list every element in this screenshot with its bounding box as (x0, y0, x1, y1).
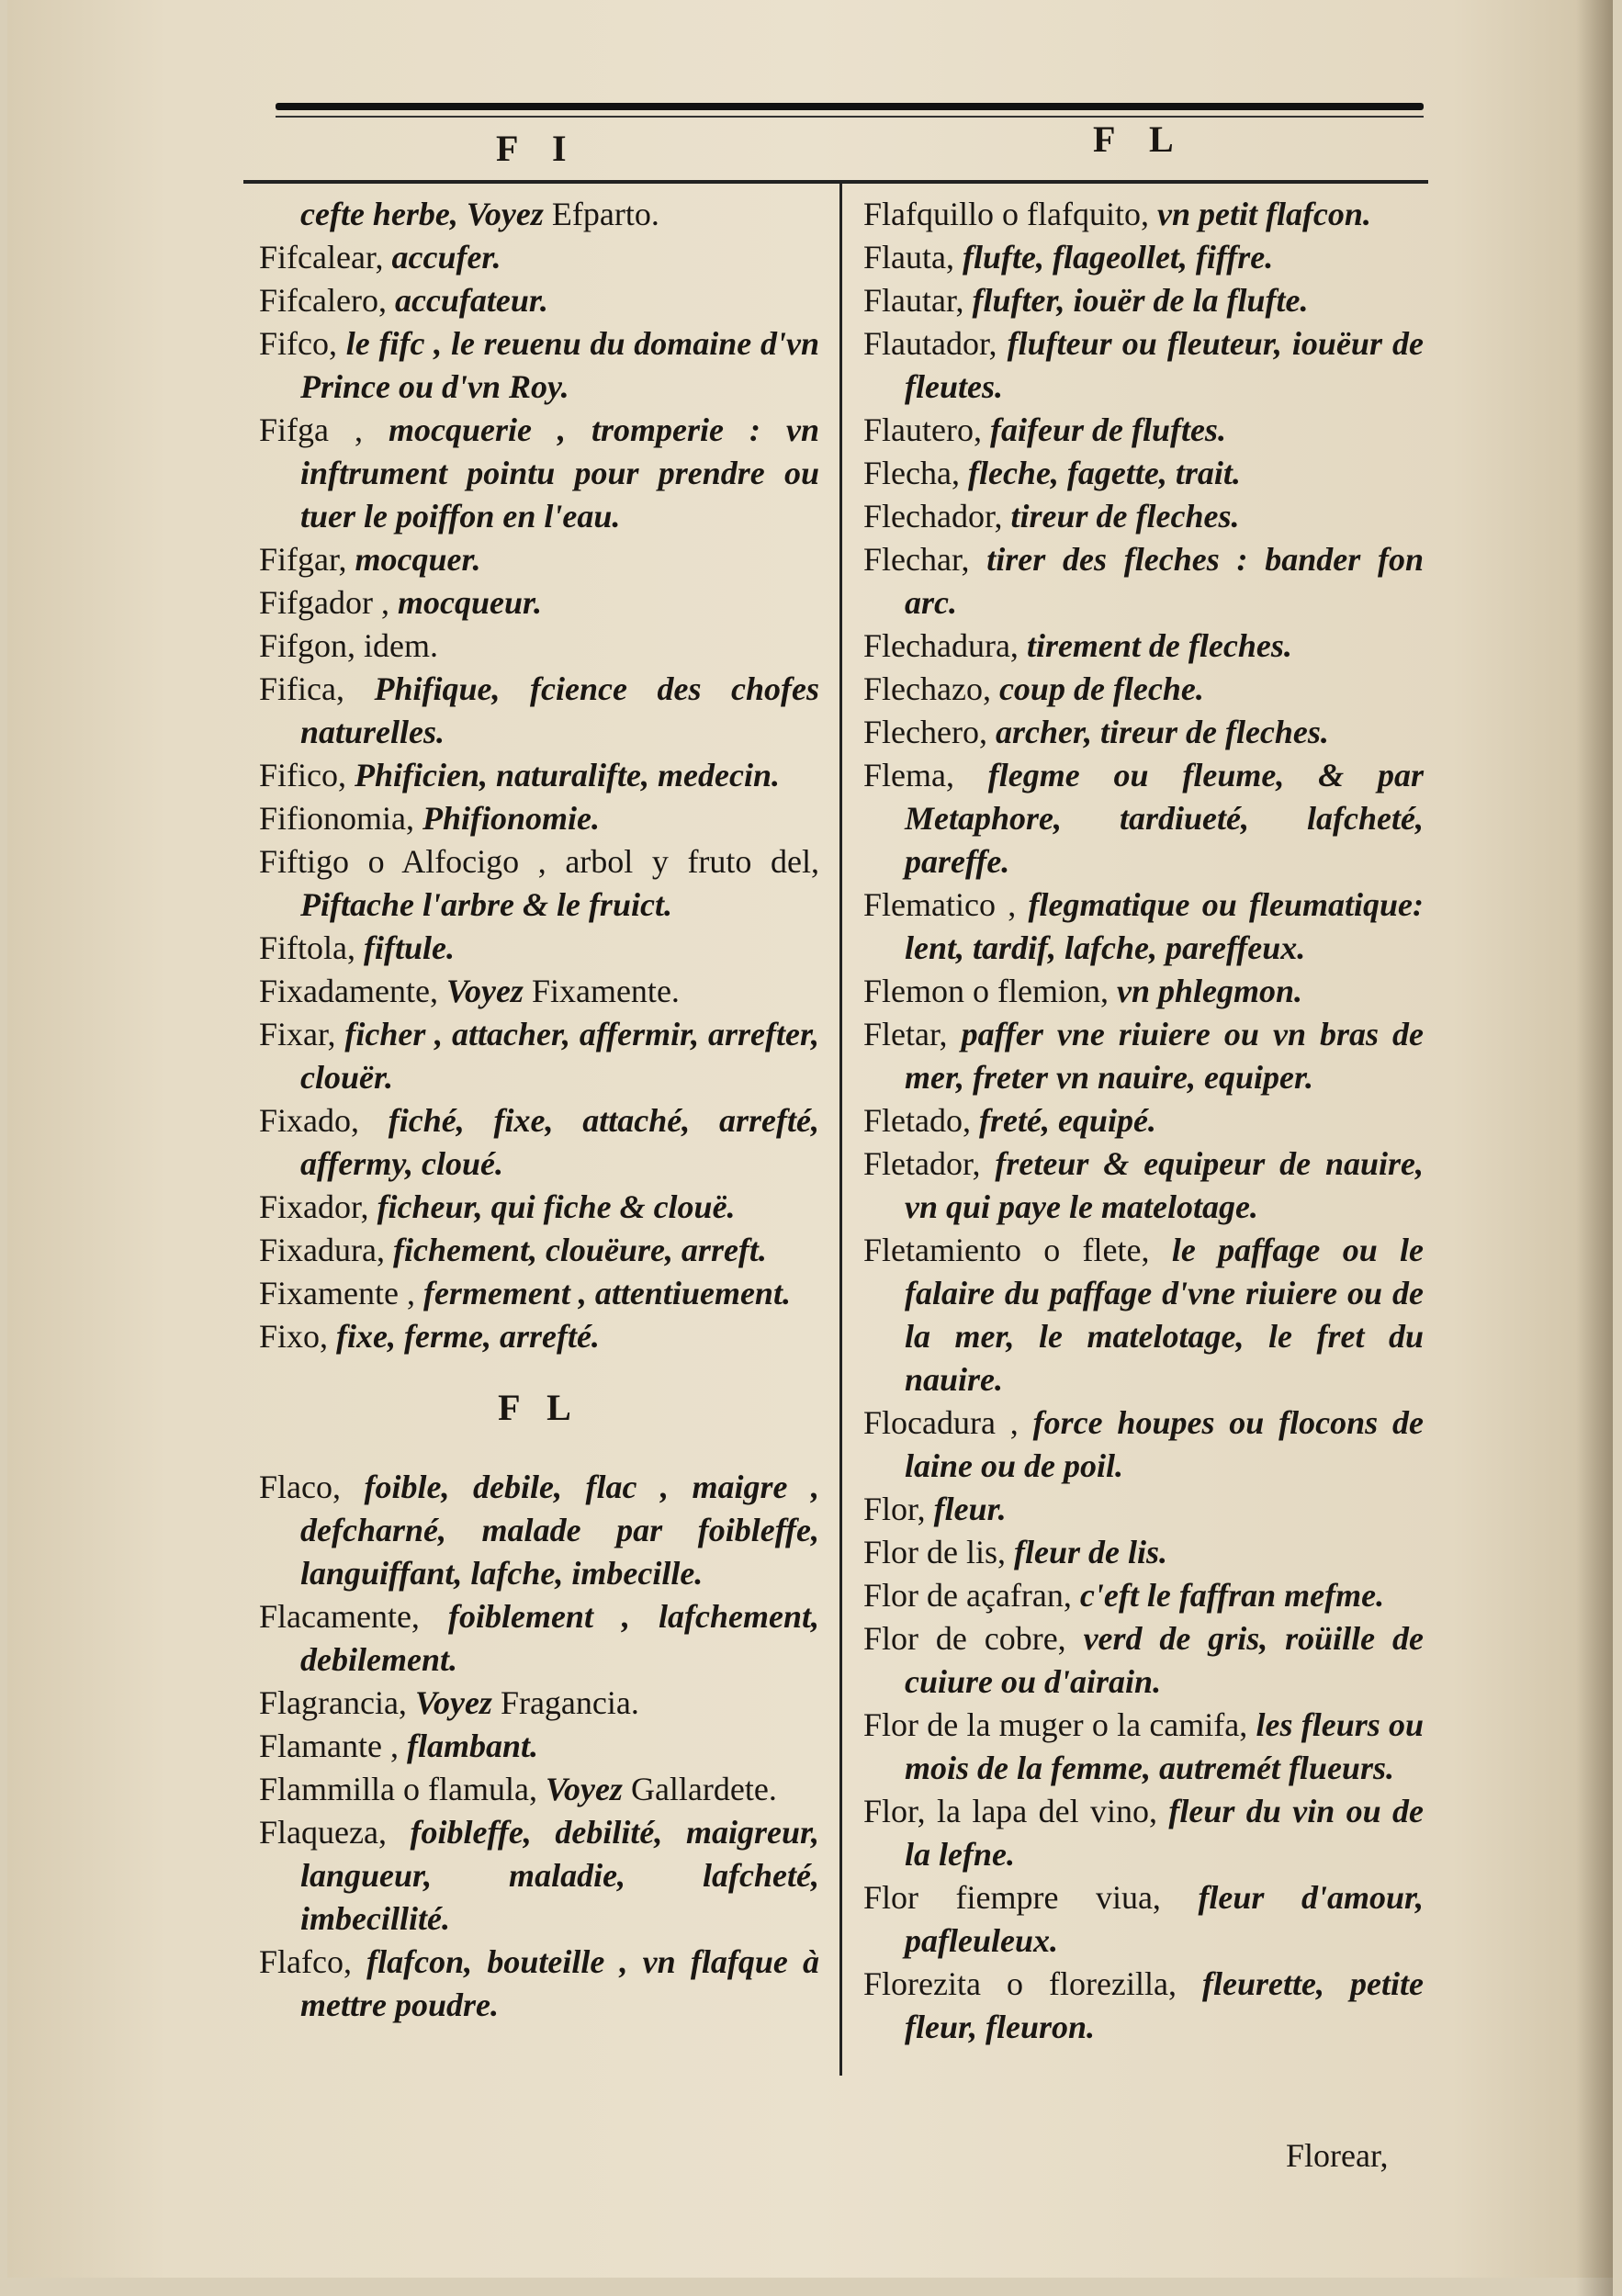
entry-definition: Phificien, naturalifte, medecin. (355, 757, 780, 793)
entry-definition: le paffage ou le falaire du paffage d'vne riuiere ou de la mer, le matelotage, le fret du nauire. (905, 1232, 1424, 1398)
dictionary-entry (863, 711, 1424, 754)
right-column (863, 193, 1424, 2049)
entry-definition: Voyez (445, 973, 524, 1009)
entry-headword: Flautero, (863, 411, 990, 448)
dictionary-entry (863, 1876, 1424, 1963)
entry-definition: c'eft le faffran mefme. (1079, 1577, 1385, 1614)
entry-headword: Fletador, (863, 1145, 996, 1182)
entry-headword: Fifgar, (259, 541, 355, 578)
entry-headword: Flor de açafran, (863, 1577, 1080, 1614)
entry-definition: fleurette, petite fleur, fleuron. (905, 1965, 1424, 2045)
section-heading: F L (498, 1387, 580, 1428)
dictionary-entry (259, 970, 819, 1013)
entry-headword: Fifcalear, (259, 239, 392, 276)
entry-definition: Voyez (545, 1771, 623, 1807)
entry-headword: Flaco, (259, 1469, 365, 1505)
dictionary-entry (863, 754, 1424, 884)
entry-crossref: Gallardete. (622, 1771, 777, 1807)
entry-headword: Flemon o flemion, (863, 973, 1117, 1009)
dictionary-entry (259, 668, 819, 754)
dictionary-entry (259, 840, 819, 927)
dictionary-entry (259, 1595, 819, 1682)
dictionary-entry (863, 538, 1424, 625)
entry-definition: fleur de lis. (1014, 1534, 1168, 1570)
entry-definition: Piftache l'arbre & le fruict. (300, 886, 672, 923)
entry-headword: Fixador, (259, 1188, 377, 1225)
dictionary-entry (259, 1941, 819, 2027)
entry-definition: flufte, flageollet, fiffre. (962, 239, 1274, 276)
dictionary-entry (259, 193, 819, 236)
dictionary-entry (863, 1013, 1424, 1099)
entry-headword: Florezita o florezilla, (863, 1965, 1203, 2002)
entry-definition: ficher , attacher, affermir, arrefter, clouër. (300, 1016, 819, 1096)
dictionary-entry (259, 625, 819, 668)
dictionary-entry (259, 538, 819, 581)
entry-definition: Voyez (414, 1684, 492, 1721)
entry-definition: flambant. (406, 1728, 538, 1764)
dictionary-entry (863, 279, 1424, 322)
entry-headword: Flechazo, (863, 670, 999, 707)
entry-headword: Flecha, (863, 455, 968, 491)
dictionary-entry (259, 797, 819, 840)
entry-headword: Flechar, (863, 541, 987, 578)
dictionary-entry (863, 970, 1424, 1013)
entry-headword: Flacamente, (259, 1598, 448, 1635)
dictionary-entry (863, 1142, 1424, 1229)
entry-definition: fixe, ferme, arrefté. (336, 1318, 600, 1355)
entry-definition: flegme ou fleume, & par Metaphore, tardiueté, lafcheté, pareffe. (905, 757, 1424, 880)
right-entries (863, 193, 1424, 2049)
entry-headword: Fifgon, idem. (259, 627, 438, 664)
entry-headword: Flor, (863, 1491, 934, 1527)
entry-definition: fleche, fagette, trait. (967, 455, 1241, 491)
dictionary-entry (259, 1315, 819, 1358)
entry-crossref: Efparto. (543, 196, 659, 232)
catchword: Florear, (1286, 2137, 1389, 2174)
entry-headword: Flagrancia, (259, 1684, 415, 1721)
dictionary-entry (863, 1574, 1424, 1617)
entry-headword: Fifico, (259, 757, 355, 793)
page-binding-shadow (1576, 0, 1613, 2296)
entry-headword: Fifco, (259, 325, 346, 362)
entry-definition: coup de fleche. (998, 670, 1204, 707)
entry-definition: les fleurs ou mois de la femme, autremét flueurs. (905, 1706, 1424, 1786)
entry-headword: Flautar, (863, 282, 973, 319)
entry-definition: foible, debile, flac , maigre , defcharné, malade par foibleffe, languiffant, lafche, imbecille. (300, 1469, 819, 1592)
entry-definition: flegmatique ou fleumatique: lent, tardif, lafche, pareffeux. (905, 886, 1425, 966)
dictionary-entry (259, 1466, 819, 1595)
entry-definition: paffer vne riuiere ou vn bras de mer, freter vn nauire, equiper. (905, 1016, 1424, 1096)
entry-definition: flufteur ou fleuteur, iouëur de fleutes. (905, 325, 1425, 405)
entry-headword: Flafco, (259, 1943, 367, 1980)
column-divider (839, 184, 842, 2076)
dictionary-entry (259, 1186, 819, 1229)
entry-headword: Flor de la muger o la camifa, (863, 1706, 1256, 1743)
heading-underline (243, 180, 1428, 184)
entry-definition: cefte herbe, Voyez (300, 196, 544, 232)
entry-headword: Fixado, (259, 1102, 389, 1139)
entry-definition: foiblement , lafchement, debilement. (300, 1598, 819, 1678)
dictionary-entry (259, 1272, 819, 1315)
entry-definition: fermement , attentiuement. (422, 1275, 791, 1311)
entry-definition: Phifique, fcience des chofes naturelles. (300, 670, 819, 750)
entry-definition: verd de gris, roüille de cuiure ou d'airain. (905, 1620, 1425, 1700)
entry-definition: mocquer. (355, 541, 481, 578)
entry-headword: Fixar, (259, 1016, 345, 1052)
dictionary-entry (863, 1531, 1424, 1574)
entry-headword: Flautador, (863, 325, 1008, 362)
entry-headword: Flematico , (863, 886, 1029, 923)
entry-headword: Flafquillo o flafquito, (863, 196, 1157, 232)
entry-headword: Fletar, (863, 1016, 962, 1052)
entry-definition: flafcon, bouteille , vn flafque à mettre poudre. (300, 1943, 819, 2023)
entry-definition: force houpes ou flocons de laine ou de poil. (905, 1404, 1424, 1484)
entry-headword: Flor de cobre, (863, 1620, 1084, 1657)
dictionary-entry (863, 1401, 1424, 1488)
entry-headword: Fiftigo o Alfocigo , arbol y fruto del, (259, 843, 819, 880)
entry-definition: freté, equipé. (978, 1102, 1156, 1139)
dictionary-entry (863, 409, 1424, 452)
right-running-head: F L (1093, 118, 1187, 160)
dictionary-entry (863, 236, 1424, 279)
dictionary-entry (863, 495, 1424, 538)
entry-headword: Fixo, (259, 1318, 337, 1355)
dictionary-entry (259, 581, 819, 625)
entry-definition: le fifc , le reuenu du domaine d'vn Prince ou d'vn Roy. (300, 325, 819, 405)
entry-headword: Flor, la lapa del vino, (863, 1793, 1169, 1829)
dictionary-entry (863, 322, 1424, 409)
dictionary-entry (259, 1725, 819, 1768)
entry-definition: accufer. (391, 239, 501, 276)
entry-headword: Fifcalero, (259, 282, 395, 319)
entry-definition: Phifionomie. (422, 800, 601, 837)
entry-headword: Fixadura, (259, 1232, 393, 1268)
dictionary-entry (863, 884, 1424, 970)
dictionary-entry (259, 927, 819, 970)
dictionary-entry (863, 1790, 1424, 1876)
dictionary-entry (863, 1488, 1424, 1531)
entry-headword: Fifgador , (259, 584, 398, 621)
entry-headword: Flaqueza, (259, 1814, 411, 1851)
entry-definition: fleur du vin ou de la lefne. (905, 1793, 1424, 1873)
entry-headword: Flauta, (863, 239, 963, 276)
entry-definition: tireur de fleches. (1010, 498, 1240, 535)
left-entries-fi (259, 193, 819, 1358)
entry-crossref: Fragancia. (491, 1684, 639, 1721)
entry-headword: Fiftola, (259, 929, 364, 966)
entry-headword: Fifionomia, (259, 800, 422, 837)
dictionary-entry (863, 1704, 1424, 1790)
entry-headword: Fletamiento o flete, (863, 1232, 1172, 1268)
left-column (259, 193, 819, 2027)
entry-definition: fiftule. (364, 929, 455, 966)
header-rule-thin (276, 116, 1424, 118)
dictionary-entry (259, 236, 819, 279)
dictionary-entry (259, 1682, 819, 1725)
header-rule (276, 103, 1424, 110)
entry-definition: accufateur. (394, 282, 548, 319)
entry-definition: fichement, clouëure, arreft. (392, 1232, 767, 1268)
entry-headword: Flechador, (863, 498, 1011, 535)
dictionary-entry (259, 1099, 819, 1186)
entry-definition: faifeur de fluftes. (989, 411, 1226, 448)
entry-definition: fiché, fixe, attaché, arrefté, affermy, cloué. (300, 1102, 819, 1182)
entry-definition: vn phlegmon. (1116, 973, 1303, 1009)
entry-crossref: Fixamente. (523, 973, 680, 1009)
dictionary-entry (863, 625, 1424, 668)
entry-definition: fleur. (933, 1491, 1007, 1527)
entry-headword: Fifica, (259, 670, 375, 707)
entry-definition: vn petit flafcon. (1156, 196, 1371, 232)
entry-definition: ficheur, qui fiche & clouë. (377, 1188, 736, 1225)
dictionary-entry (863, 1963, 1424, 2049)
entry-headword: Flechadura, (863, 627, 1027, 664)
dictionary-entry (259, 322, 819, 409)
entry-definition: fleur d'amour, pafleuleux. (905, 1879, 1424, 1959)
dictionary-entry (259, 1229, 819, 1272)
entry-headword: Fletado, (863, 1102, 979, 1139)
entry-headword: Fixamente , (259, 1275, 423, 1311)
entry-headword: Flammilla o flamula, (259, 1771, 546, 1807)
left-entries-fl (259, 1466, 819, 2027)
entry-definition: freteur & equipeur de nauire, vn qui paye le matelotage. (905, 1145, 1424, 1225)
dictionary-entry (863, 1617, 1424, 1704)
entry-headword: Flamante , (259, 1728, 407, 1764)
entry-headword: Flor fiempre viua, (863, 1879, 1199, 1916)
dictionary-entry (863, 193, 1424, 236)
entry-definition: flufter, iouër de la flufte. (972, 282, 1309, 319)
dictionary-entry (259, 1013, 819, 1099)
entry-definition: archer, tireur de fleches. (995, 714, 1329, 750)
entry-headword: Flocadura , (863, 1404, 1033, 1441)
left-running-head: F I (496, 128, 580, 169)
dictionary-entry (259, 1768, 819, 1811)
dictionary-entry (863, 1229, 1424, 1401)
entry-headword: Flema, (863, 757, 988, 793)
dictionary-entry (863, 668, 1424, 711)
entry-definition: tirement de fleches. (1026, 627, 1292, 664)
dictionary-entry (259, 409, 819, 538)
entry-definition: tirer des fleches : bander fon arc. (905, 541, 1424, 621)
entry-definition: foibleffe, debilité, maigreur, langueur, maladie, lafcheté, imbecillité. (300, 1814, 819, 1937)
dictionary-entry (863, 452, 1424, 495)
entry-headword: Flechero, (863, 714, 996, 750)
entry-headword: Fixadamente, (259, 973, 446, 1009)
dictionary-entry (863, 1099, 1424, 1142)
entry-headword: Flor de lis, (863, 1534, 1015, 1570)
entry-definition: mocqueur. (397, 584, 543, 621)
dictionary-entry (259, 754, 819, 797)
entry-headword: Fifga , (259, 411, 389, 448)
dictionary-entry (259, 1811, 819, 1941)
dictionary-entry (259, 279, 819, 322)
entry-definition: mocquerie , tromperie : vn inftrument pointu pour prendre ou tuer le poiffon en l'eau. (300, 411, 819, 535)
